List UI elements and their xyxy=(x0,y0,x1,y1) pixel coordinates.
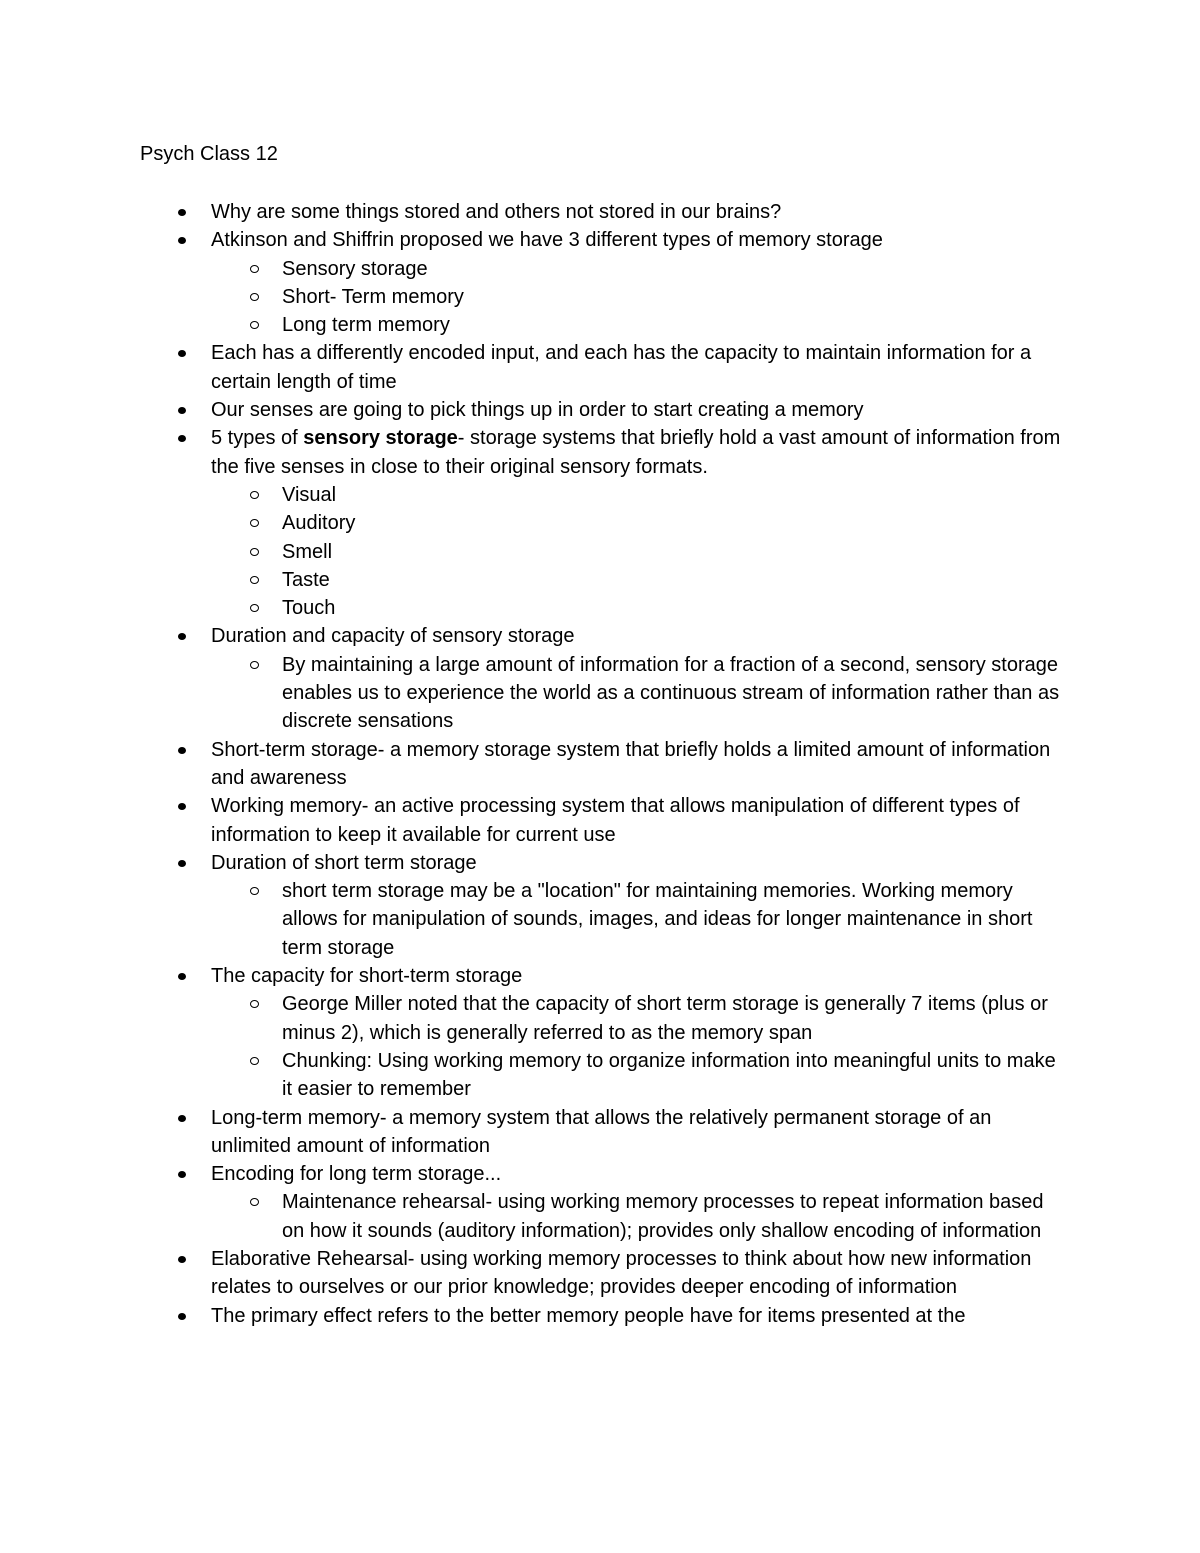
list-item-text: Each has a differently encoded input, and each has the capacity to maintain information for a certain length of time xyxy=(211,342,1032,393)
sub-list-item xyxy=(211,538,1070,566)
list-item-text: Duration of short term storage xyxy=(211,851,477,874)
bullet-disc-icon xyxy=(178,1171,186,1178)
list-item xyxy=(140,1104,1070,1161)
list-item xyxy=(140,792,1070,849)
sub-bullet-list xyxy=(211,990,1070,1103)
sub-list-item xyxy=(211,877,1070,962)
list-item xyxy=(140,1160,1070,1245)
document-title: Psych Class 12 xyxy=(140,143,278,165)
bullet-disc-icon xyxy=(178,1313,186,1320)
bullet-circle-icon xyxy=(250,321,259,329)
sub-list-item xyxy=(211,481,1070,509)
bullet-circle-icon xyxy=(250,887,259,895)
list-item-text: The capacity for short-term storage xyxy=(211,965,523,988)
list-item xyxy=(140,849,1070,962)
sub-list-item xyxy=(211,566,1070,594)
bold-term: sensory storage xyxy=(303,427,458,450)
sub-list-item-text: Sensory storage xyxy=(282,257,428,280)
list-item-text: The primary effect refers to the better memory people have for items presented at the xyxy=(211,1304,966,1327)
sub-list-item-text: Auditory xyxy=(282,512,356,535)
sub-list-item-text: Visual xyxy=(282,483,337,506)
list-item-text: Elaborative Rehearsal- using working memory processes to think about how new information relates to ourselves or our prior knowledge; provides deeper encoding of information xyxy=(211,1247,1032,1299)
bullet-circle-icon xyxy=(250,604,259,612)
list-item xyxy=(140,962,1070,1103)
sub-list-item-text: George Miller noted that the capacity of short term storage is generally 7 items (plus or minus 2), which is generally referred to as the memory span xyxy=(282,993,1048,1044)
bullet-disc-icon xyxy=(178,209,186,216)
sub-list-item-text: Short- Term memory xyxy=(282,285,464,308)
bullet-disc-icon xyxy=(178,633,186,640)
sub-list-item-text: Touch xyxy=(282,597,336,620)
sub-list-item xyxy=(211,594,1070,622)
bullet-disc-icon xyxy=(178,1115,186,1122)
bullet-disc-icon xyxy=(178,860,186,867)
bullet-disc-icon xyxy=(178,350,186,357)
list-item-text: Encoding for long term storage... xyxy=(211,1163,502,1186)
sub-list-item xyxy=(211,1047,1070,1104)
sub-list-item xyxy=(211,509,1070,537)
list-item xyxy=(140,736,1070,793)
sub-bullet-list xyxy=(211,1188,1070,1245)
sub-list-item xyxy=(211,651,1070,736)
sub-bullet-list xyxy=(211,255,1070,340)
document-page xyxy=(140,140,1070,1330)
list-item xyxy=(140,1245,1070,1302)
bullet-disc-icon xyxy=(178,237,186,244)
sub-list-item xyxy=(211,255,1070,283)
list-item xyxy=(140,198,1070,226)
bullet-disc-icon xyxy=(178,803,186,810)
bullet-circle-icon xyxy=(250,491,259,499)
list-item-text: Long-term memory- a memory system that allows the relatively permanent storage of an unlimited amount of information xyxy=(211,1106,992,1157)
list-item xyxy=(140,424,1070,622)
sub-list-item-text: Chunking: Using working memory to organize information into meaningful units to make it easier to remember xyxy=(282,1049,1056,1101)
list-item xyxy=(140,1302,1070,1330)
text-before-term: 5 types of xyxy=(211,427,304,450)
sub-list-item-text: short term storage may be a "location" for maintaining memories. Working memory allows for manipulation of sounds, images, and ideas for longer maintenance in short term storage xyxy=(282,880,1033,959)
bullet-circle-icon xyxy=(250,519,259,527)
sub-bullet-list xyxy=(211,481,1070,622)
main-bullet-list xyxy=(140,198,1070,1330)
bullet-disc-icon xyxy=(178,435,186,442)
list-item xyxy=(140,622,1070,735)
bullet-circle-icon xyxy=(250,1198,259,1206)
sub-list-item-text: Taste xyxy=(282,568,330,591)
sub-list-item-text: By maintaining a large amount of information for a fraction of a second, sensory storage enables us to experience the world as a continuous stream of information rather than as discrete sensations xyxy=(282,653,1060,733)
list-item-text: Short-term storage- a memory storage system that briefly holds a limited amount of information and awareness xyxy=(211,738,1051,789)
bullet-circle-icon xyxy=(250,293,259,301)
list-item xyxy=(140,226,1070,339)
list-item-text: Our senses are going to pick things up in order to start creating a memory xyxy=(211,399,864,422)
sub-list-item xyxy=(211,1188,1070,1245)
bullet-circle-icon xyxy=(250,576,259,584)
sub-bullet-list xyxy=(211,877,1070,962)
text-after-term: - storage systems that briefly hold a vast amount of information from the five senses in close to their original sensory formats. xyxy=(211,427,1061,478)
list-item-text: Working memory- an active processing system that allows manipulation of different types of information to keep it available for current use xyxy=(211,795,1020,846)
bullet-circle-icon xyxy=(250,265,259,273)
list-item-text: Atkinson and Shiffrin proposed we have 3 different types of memory storage xyxy=(211,229,883,252)
list-item xyxy=(140,339,1070,396)
list-item xyxy=(140,396,1070,424)
list-item-text: Duration and capacity of sensory storage xyxy=(211,625,575,648)
bullet-circle-icon xyxy=(250,1057,259,1065)
bullet-disc-icon xyxy=(178,1256,186,1263)
sub-bullet-list xyxy=(211,651,1070,736)
bullet-disc-icon xyxy=(178,747,186,754)
list-item-text: Why are some things stored and others not stored in our brains? xyxy=(211,201,782,223)
sub-list-item-text: Maintenance rehearsal- using working memory processes to repeat information based on how it sounds (auditory information); provides only shallow encoding of information xyxy=(282,1191,1044,1242)
sub-list-item xyxy=(211,311,1070,339)
bullet-disc-icon xyxy=(178,973,186,980)
sub-list-item-text: Long term memory xyxy=(282,314,450,337)
sub-list-item xyxy=(211,990,1070,1047)
bullet-circle-icon xyxy=(250,1000,259,1008)
bullet-circle-icon xyxy=(250,548,259,556)
list-item-text xyxy=(211,427,1060,477)
sub-list-item xyxy=(211,283,1070,311)
sub-list-item-text: Smell xyxy=(282,540,333,563)
bullet-circle-icon xyxy=(250,661,259,669)
bullet-disc-icon xyxy=(178,407,186,414)
